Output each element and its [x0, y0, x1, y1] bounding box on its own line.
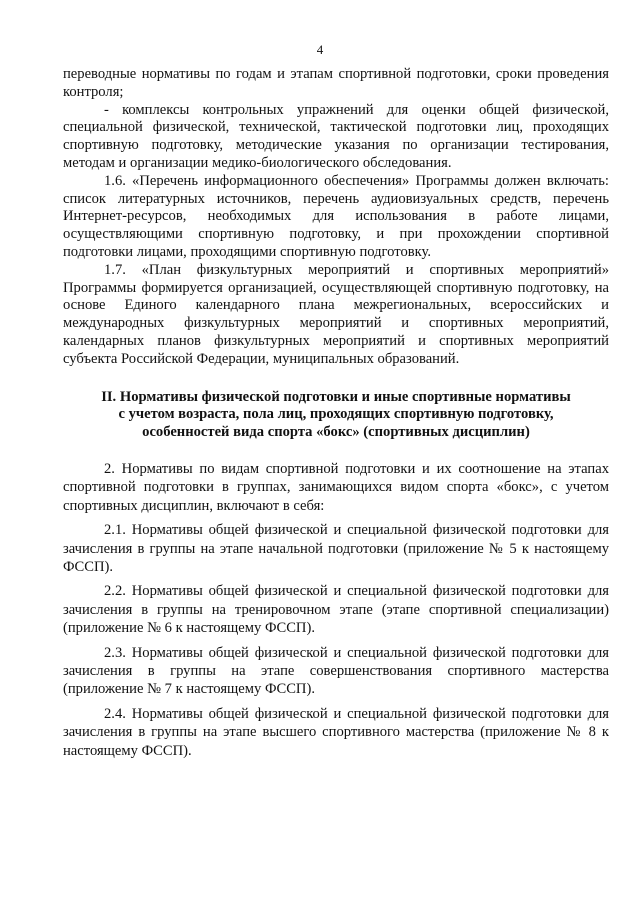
paragraph-2-3: 2.3. Нормативы общей физической и специальной физической подготовки для зачисления в группы на этапе совершенствования спортивного мастерства (приложение № 7 к настоящему ФССП). [63, 644, 609, 698]
paragraph-control-exercises: - комплексы контрольных упражнений для оценки общей физической, специальной физической, технической, тактической подготовки лиц, проходящих спортивную подготовку, методические указания по организации тестирования, методам и организации медико-биологического обследования. [63, 101, 609, 171]
paragraph-1-6: 1.6. «Перечень информационного обеспечения» Программы должен включать: список литературных источников, перечень аудиовизуальных средств, перечень Интернет-ресурсов, необходимых для использования в работе лицами, осуществляющими спортивную подготовку, и при прохождении спортивной подготовки лицами, проходящими спортивную подготовку. [63, 172, 609, 260]
paragraph-2-2: 2.2. Нормативы общей физической и специальной физической подготовки для зачисления в группы на тренировочном этапе (этапе спортивной специализации) (приложение № 6 к настоящему ФССП). [63, 583, 609, 637]
paragraph-1-7: 1.7. «План физкультурных мероприятий и спортивных мероприятий» Программы формируется организацией, осуществляющей спортивную подготовку, на основе Единого календарного плана межрегиональных, всероссийских и международных физкультурных мероприятий и спортивных мероприятий, календарных планов физкультурных мероприятий и спортивных мероприятий субъекта Российской Федерации, муниципальных образований. [63, 261, 609, 367]
section-2-heading-line-1: II. Нормативы физической подготовки и иные спортивные нормативы [101, 388, 571, 405]
section-2-heading [63, 389, 609, 442]
paragraph-2: 2. Нормативы по видам спортивной подготовки и их соотношение на этапах спортивной подготовки в группах, занимающихся видом спорта «бокс», с учетом спортивных дисциплин, включают в себя: [63, 460, 609, 514]
section-2-heading-line-2: с учетом возраста, пола лиц, проходящих спортивную подготовку, [118, 406, 554, 423]
section-2-heading-line-3: особенностей вида спорта «бокс» (спортивных дисциплин) [142, 424, 530, 441]
page-content [63, 66, 609, 760]
paragraph-2-1: 2.1. Нормативы общей физической и специальной физической подготовки для зачисления в группы на этапе начальной подготовки (приложение № 5 к настоящему ФССП). [63, 522, 609, 575]
paragraph-transfer-norms: переводные нормативы по годам и этапам спортивной подготовки, сроки проведения контроля; [63, 66, 609, 100]
section-1 [63, 66, 609, 369]
section-2 [63, 460, 609, 760]
page-number: 4 [316, 42, 324, 57]
paragraph-2-4: 2.4. Нормативы общей физической и специальной физической подготовки для зачисления в группы на этапе высшего спортивного мастерства (приложение № 8 к настоящему ФССП). [63, 705, 609, 759]
